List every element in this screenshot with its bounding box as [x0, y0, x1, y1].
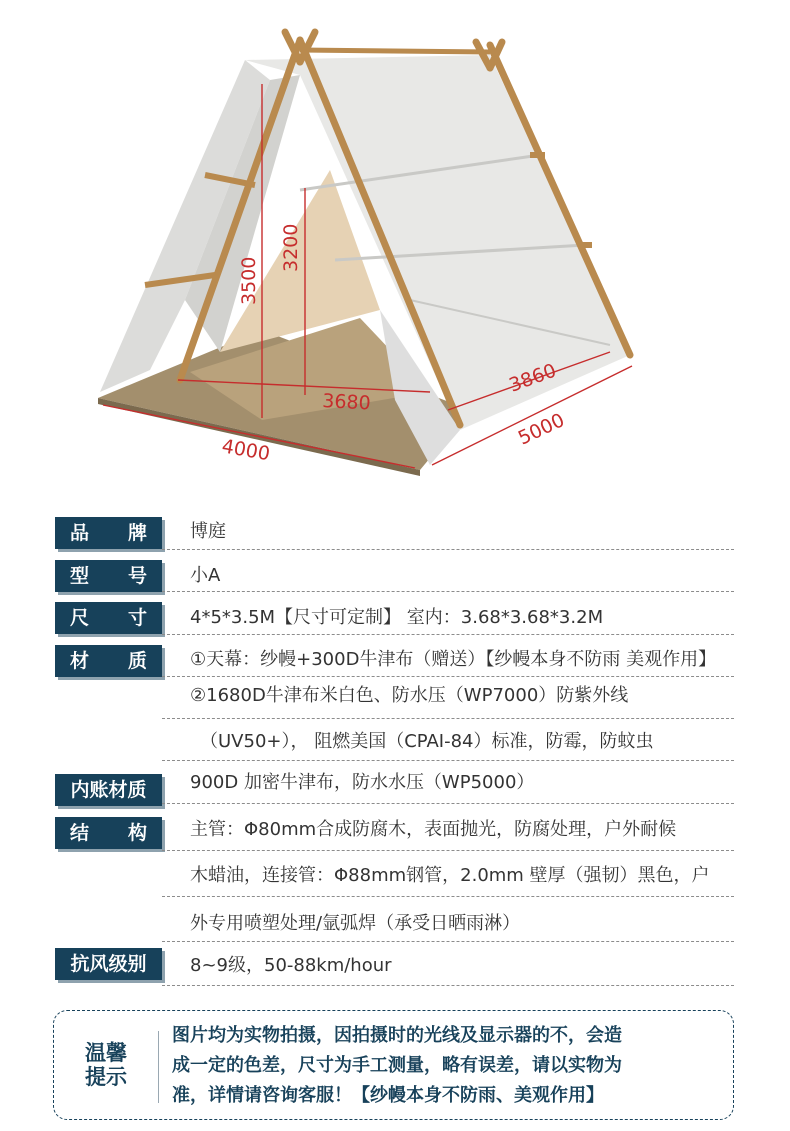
ridge-pole [300, 50, 490, 52]
notice-title [76, 1041, 136, 1089]
tent-illustration [0, 0, 790, 500]
notice-box [53, 1010, 734, 1120]
row-separator [162, 896, 734, 897]
row-separator [162, 803, 734, 804]
value-wind-level: 8~9级，50-88km/hour [190, 955, 392, 976]
value-structure-line-2: 木蜡油，连接管：Φ88mm钢管，2.0mm 壁厚（强韧）黑色，户 [190, 865, 710, 886]
value-material-line-3: （UV50+）， 阻燃美国（CPAI-84）标准，防霉，防蚊虫 [200, 731, 654, 752]
dim-label-3680: 3680 [321, 390, 372, 415]
notice-divider [158, 1031, 159, 1103]
dim-label-5000: 5000 [514, 409, 568, 450]
label-material: 材 质 [55, 645, 162, 677]
label-wind-level: 抗风级别 [55, 948, 162, 980]
label-model: 型 号 [55, 560, 162, 592]
dim-label-4000: 4000 [220, 435, 272, 466]
row-separator [162, 941, 734, 942]
row-separator [162, 676, 734, 677]
notice-title-line-2: 提示 [85, 1065, 127, 1089]
label-inner-material: 内账材质 [55, 774, 162, 806]
notice-text [172, 1021, 728, 1111]
notice-title-line-1: 温馨 [85, 1041, 127, 1065]
label-brand: 品 牌 [55, 517, 162, 549]
row-separator [162, 850, 734, 851]
notice-line-3: 准，详情请咨询客服！【纱幔本身不防雨、美观作用】 [172, 1085, 604, 1106]
value-material-line-2: ②1680D牛津布米白色、防水压（WP7000）防紫外线 [190, 685, 629, 706]
row-separator [162, 985, 734, 986]
row-separator [162, 718, 734, 719]
row-separator [162, 591, 734, 592]
value-model: 小A [190, 565, 221, 586]
value-size: 4*5*3.5M【尺寸可定制】 室内：3.68*3.68*3.2M [190, 607, 604, 628]
notice-line-2: 成一定的色差，尺寸为手工测量，略有误差，请以实物为 [172, 1055, 622, 1076]
dim-label-3860: 3860 [506, 359, 560, 397]
label-size: 尺 寸 [55, 602, 162, 634]
value-inner-material: 900D 加密牛津布，防水水压（WP5000） [190, 772, 535, 793]
value-material-line-1: ①天幕：纱幔+300D牛津布（赠送）【纱幔本身不防雨 美观作用】 [190, 649, 717, 670]
row-separator [162, 549, 734, 550]
value-structure-line-1: 主管：Φ80mm合成防腐木，表面抛光，防腐处理，户外耐候 [190, 819, 677, 840]
dim-label-3500: 3500 [238, 256, 260, 305]
notice-line-1: 图片均为实物拍摄，因拍摄时的光线及显示器的不，会造 [172, 1025, 622, 1046]
label-structure: 结 构 [55, 817, 162, 849]
row-separator [162, 634, 734, 635]
value-brand: 博庭 [190, 521, 226, 542]
value-structure-line-3: 外专用喷塑处理/氩弧焊（承受日晒雨淋） [190, 913, 521, 934]
dim-label-3200: 3200 [280, 223, 302, 272]
row-separator [162, 760, 734, 761]
